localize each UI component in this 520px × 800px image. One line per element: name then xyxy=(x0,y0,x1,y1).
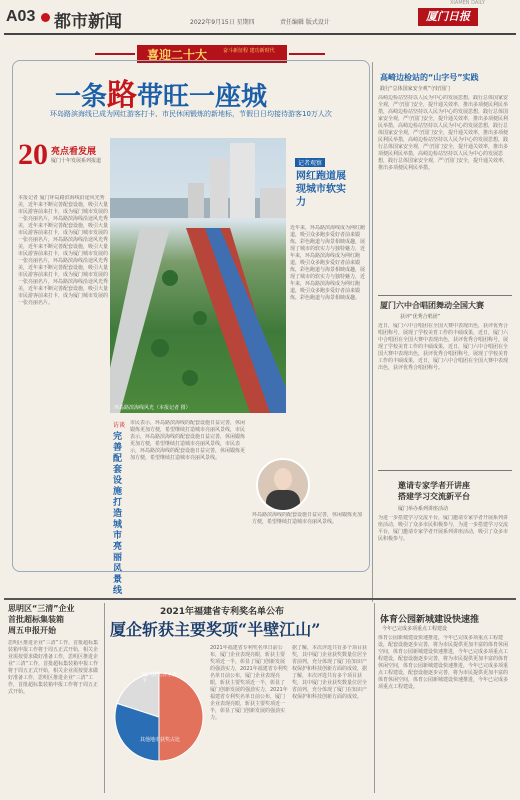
bottom-main-body-1: 2021年福建省专利奖名单日前公布，厦门企业表现亮眼，斩获主要奖项近一半，彰显了厦门创新发展的强劲实力，2021年福建省专利奖名单日前公布，厦门企业表现亮眼，斩获主要奖项近一半，彰显了厦门创新发展的强劲实力，2021年福建省专利奖名单日前公布，厦门企业表现亮眼，斩获主要奖项近一半，彰显了厦门创新发展的强劲实力。 xyxy=(210,645,288,721)
patent-pie-svg xyxy=(112,642,207,792)
lead-frame xyxy=(12,60,370,572)
bottom-right-divider xyxy=(374,603,375,793)
lead-subhead: 环岛路滨海线已成为网红游客打卡、市民休闲锻炼的新地标，节假日日均接待游客10万人次 xyxy=(50,110,332,118)
series-sub: 厦门十年发展系列报道 xyxy=(51,158,102,164)
paper-logo xyxy=(418,8,478,26)
right-article-1-body: 高崎边检站坚持以人民为中心的发展思想，践行总体国家安全观，严守国门安全，提升通关效率，推出多项便民利民举措，高崎边检站坚持以人民为中心的发展思想，践行总体国家安全观，严守国门安全，提升通关效率，推出多项便民利民举措，高崎边检站坚持以人民为中心的发展思想，践行总体国家安全观，严守国门安全，提升通关效率，推出多项便民利民举措，高崎边检站坚持以人民为中心的发展思想，践行总体国家安全观，严守国门安全，提升通关效率，推出多项便民利民举措，高崎边检站坚持以人民为中心的发展思想，践行总体国家安全观，严守国门安全，提升通关效率，推出多项便民利民举措。 xyxy=(378,95,509,171)
headline-prefix: 一条 xyxy=(55,82,108,112)
top-right-label: XIAMEN DAILY xyxy=(450,0,485,6)
interview-title: 完善配套设施打造城市亮丽风景线 xyxy=(113,432,123,596)
masthead xyxy=(0,0,520,38)
date-line: 2022年9月15日 星期四 xyxy=(190,19,255,26)
interview-body-2: 环岛路滨海线的配套设施日益完善，休闲锻炼更加方便，希望继续打造城市亮丽风景线。 xyxy=(252,512,362,525)
right-article-2-body: 近日，厦门六中合唱团在全国大赛中表现出色，获评优秀合唱团称号，展现了学校美育工作的丰硕成果，近日，厦门六中合唱团在全国大赛中表现出色，获评优秀合唱团称号，展现了学校美育工作的丰硕成果，近日，厦门六中合唱团在全国大赛中表现出色，获评优秀合唱团称号，展现了学校美育工作的丰硕成果，近日，厦门六中合唱团在全国大赛中表现出色，获评优秀合唱团称号。 xyxy=(378,323,509,371)
bottom-main-kicker: 2021年福建省专利奖名单公布 xyxy=(160,607,285,617)
editor-line: 责任编辑 版式设计 xyxy=(280,19,330,26)
banner-slogan: 喜迎二十大 xyxy=(147,48,208,62)
masthead-rule xyxy=(4,33,516,35)
bottom-left-divider xyxy=(104,603,105,793)
interview-tag: 访谈 xyxy=(113,422,126,429)
right-column-divider xyxy=(372,62,373,602)
right-article-2-title: 厦门六中合唱团舞动全国大赛 xyxy=(380,301,484,310)
banner-sub: 奋斗新征程 建功新时代 xyxy=(223,48,275,54)
sidebar-title: 网红跑道展现城市软实力 xyxy=(296,171,346,208)
section-icon xyxy=(41,13,50,22)
banner-right-decor xyxy=(289,53,325,55)
bottom-left-body: 思明区推进企业“三清”工作，首批超标集装箱申报工作将于周五正式开始，相关企业需按要求做好准备工作，思明区推进企业“三清”工作，首批超标集装箱申报工作将于周五正式开始，相关企业需按要求做好准备工作，思明区推进企业“三清”工作，首批超标集装箱申报工作将于周五正式开始。 xyxy=(8,640,99,695)
bottom-right-body: 体育公园新城建设快速推进，今年已完成多项重点工程建设，配套设施逐步完善，将为市民提供更加丰富的体育休闲空间，体育公园新城建设快速推进，今年已完成多项重点工程建设，配套设施逐步完善，将为市民提供更加丰富的体育休闲空间，体育公园新城建设快速推进，今年已完成多项重点工程建设，配套设施逐步完善，将为市民提供更加丰富的体育休闲空间，体育公园新城建设快速推进，今年已完成多项重点工程建设。 xyxy=(378,635,509,690)
right-article-1-sub: 践行“总体国家安全观”守好国门 xyxy=(380,86,451,92)
series-title: 亮点看发展 xyxy=(51,147,97,157)
right-article-3-title: 邀请专家学者开讲座 搭建学习交流新平台 xyxy=(398,481,470,501)
right-article-3-sub: 厦门举办系列讲座活动 xyxy=(398,506,449,512)
pie-slice-0 xyxy=(159,673,203,761)
right-article-3-body: 为进一步搭建学习交流平台，厦门邀请专家学者开展系列讲座活动，吸引了众多市民积极参与，为进一步搭建学习交流平台，厦门邀请专家学者开展系列讲座活动，吸引了众多市民积极参与。 xyxy=(378,515,509,542)
sidebar-body: 近年来，环岛路滨海线成为网红跑道，吸引众多跑步爱好者前来锻炼，彩色跑道与海景相映成趣，展现了城市的软实力与独特魅力，近年来，环岛路滨海线成为网红跑道，吸引众多跑步爱好者前来锻炼，彩色跑道与海景相映成趣，展现了城市的软实力与独特魅力，近年来，环岛路滨海线成为网红跑道，吸引众多跑步爱好者前来锻炼，彩色跑道与海景相映成趣。 xyxy=(290,225,365,301)
lead-body-left: 本报记者 厦门环岛路滨海线沿途风光秀美，近年来不断完善配套设施，吸引大量市民游客前来打卡，成为厦门城市发展的一张亮丽名片，环岛路滨海线沿途风光秀美，近年来不断完善配套设施，吸引大量市民游客前来打卡，成为厦门城市发展的一张亮丽名片，环岛路滨海线沿途风光秀美，近年来不断完善配套设施，吸引大量市民游客前来打卡，成为厦门城市发展的一张亮丽名片，环岛路滨海线沿途风光秀美，近年来不断完善配套设施，吸引大量市民游客前来打卡，成为厦门城市发展的一张亮丽名片，环岛路滨海线沿途风光秀美，近年来不断完善配套设施，吸引大量市民游客前来打卡，成为厦门城市发展的一张亮丽名片。 xyxy=(18,195,108,306)
pie-label-a: 厦门获奖占全省一半 xyxy=(142,672,183,684)
section-title: 都市新闻 xyxy=(54,12,122,32)
right-divider-1 xyxy=(378,295,512,296)
headline-highlight: 路 xyxy=(107,78,138,113)
bottom-left-title: 思明区“三清”企业 首批超标集装箱 周五申报开始 xyxy=(8,604,75,635)
bottom-right-title: 体育公园新城建设快速推 xyxy=(380,615,480,625)
bottom-main-headline: 厦企斩获主要奖项“半壁江山” xyxy=(110,620,321,639)
series-number: 20 xyxy=(18,138,48,171)
sidebar-tag: 记者观察 xyxy=(295,158,325,167)
bottom-right-sub: 今年已完成多项重点工程建设 xyxy=(382,626,448,632)
right-article-1-title: 高崎边检站的“山字号”实践 xyxy=(380,73,479,82)
paper-logo-text: 厦门日报 xyxy=(426,10,470,23)
bottom-rule xyxy=(4,598,516,600)
pie-label-b: 其他地市获奖占比 xyxy=(140,737,181,743)
patent-pie-graphic xyxy=(112,642,207,792)
banner-left-decor xyxy=(95,53,135,55)
page-number: A03 xyxy=(6,8,36,25)
interview-body: 市民表示，环岛路滨海线的配套设施日益完善，休闲锻炼更加方便，希望继续打造城市亮丽风景线，市民表示，环岛路滨海线的配套设施日益完善，休闲锻炼更加方便，希望继续打造城市亮丽风景线，市民表示，环岛路滨海线的配套设施日益完善，休闲锻炼更加方便，希望继续打造城市亮丽风景线。 xyxy=(130,420,246,461)
bottom-main-body-2: 据了解，本次评选共有多个项目获奖，其中厦门企业获奖数量位居全省前列，充分体现了厦门在知识产权保护和科技创新方面的成效，据了解，本次评选共有多个项目获奖，其中厦门企业获奖数量位居全省前列，充分体现了厦门在知识产权保护和科技创新方面的成效。 xyxy=(292,645,368,700)
right-article-2-sub: 获评“优秀合唱团” xyxy=(400,314,441,320)
right-divider-2 xyxy=(378,470,512,471)
headline-suffix: 带旺一座城 xyxy=(137,82,268,112)
photo-caption: 环岛路滨海线风光（本报记者 摄） xyxy=(114,405,191,411)
